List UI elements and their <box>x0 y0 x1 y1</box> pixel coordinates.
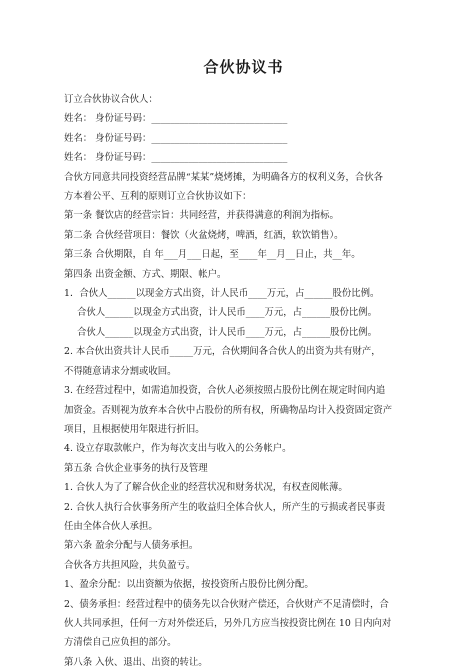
document-line: 2、债务承担：经营过程中的债务先以合伙财产偿还，合伙财产不足清偿时，合 <box>64 598 389 610</box>
document-line: 2. 本合伙出资共计人民币_____万元，合伙期间各合伙人的出资为共有财产， <box>64 346 381 358</box>
document-line: 任由全体合伙人承担。 <box>64 520 158 532</box>
document-line: 2. 合伙人执行合伙事务所产生的收益归全体合伙人，所产生的亏损或者民事责 <box>64 501 386 513</box>
document-line: 姓名： 身份证号码：_____________________________ <box>64 132 288 144</box>
document-line: 1．合伙人______以现金方式出资，计人民币____万元，占______股份比例。 <box>64 288 380 300</box>
document-line: 伙人共同承担，任何一方对外偿还后，另外几方应当按投资比例在 10 日内向对 <box>64 617 392 629</box>
document-title: 合伙协议书 <box>203 58 284 76</box>
document-line: 第五条 合伙企业事务的执行及管理 <box>64 462 208 474</box>
document-line: 4. 设立存取款帐户，作为每次支出与收入的公务帐户。 <box>64 443 292 455</box>
document-line: 不得随意请求分割或收回。 <box>64 365 177 377</box>
document-line: 合伙各方共担风险，共负盈亏。 <box>64 559 196 571</box>
document-line: 加资金。否则视为放弃本合伙中占股份的所有权，所确物品均计入投资固定资产 <box>64 404 393 416</box>
document-line: 第四条 出资金额、方式、期限、帐户。 <box>64 268 227 280</box>
document-line: 订立合伙协议合伙人： <box>64 94 158 105</box>
document-line: 姓名： 身份证号码：_____________________________ <box>64 113 288 125</box>
document-line: 第三条 合伙期限，自 年___月___日起，至____年__月__日止，共__年。 <box>64 249 361 261</box>
document-line: 1. 合伙人为了了解合伙企业的经营状况和财务状况，有权查阅帐薄。 <box>64 482 348 494</box>
document-line: 第二条 合伙经营项目：餐饮（火盆烧烤，啤酒，红酒，软饮销售）。 <box>64 229 344 241</box>
document-line: 项目，且根据使用年限进行折旧。 <box>64 423 205 435</box>
document-line: 第六条 盈余分配与人债务承担。 <box>64 540 199 552</box>
document-line: 合伙方同意共同投资经营品牌“某某”烧烤摊，为明确各方的权利义务，合伙各 <box>64 171 383 183</box>
document-line: 1、盈余分配：以出资额为依据，按投资所占股份比例分配。 <box>64 579 314 591</box>
document-line: 第一条 餐饮店的经营宗旨：共同经营，并获得满意的利润为指标。 <box>64 210 339 222</box>
document-line: 3. 在经营过程中，如需追加投资，合伙人必须按照占股份比例在规定时间内追 <box>64 385 386 397</box>
document-line: 姓名： 身份证号码：_____________________________ <box>64 152 288 164</box>
document-line: 方清偿自己应负担的部分。 <box>64 637 177 649</box>
document-line: 方本着公平、互利的原则订立合伙协议如下： <box>64 191 252 203</box>
document-line: 第八条 入伙、退出、出资的转让。 <box>64 656 208 668</box>
document-line: 合伙人______以现金方式出资，计人民币____万元，占______股份比例。 <box>77 307 378 319</box>
document-line: 合伙人______以现金方式出资，计人民币____万元，占______股份比例。 <box>77 326 378 338</box>
document-body <box>64 90 423 672</box>
